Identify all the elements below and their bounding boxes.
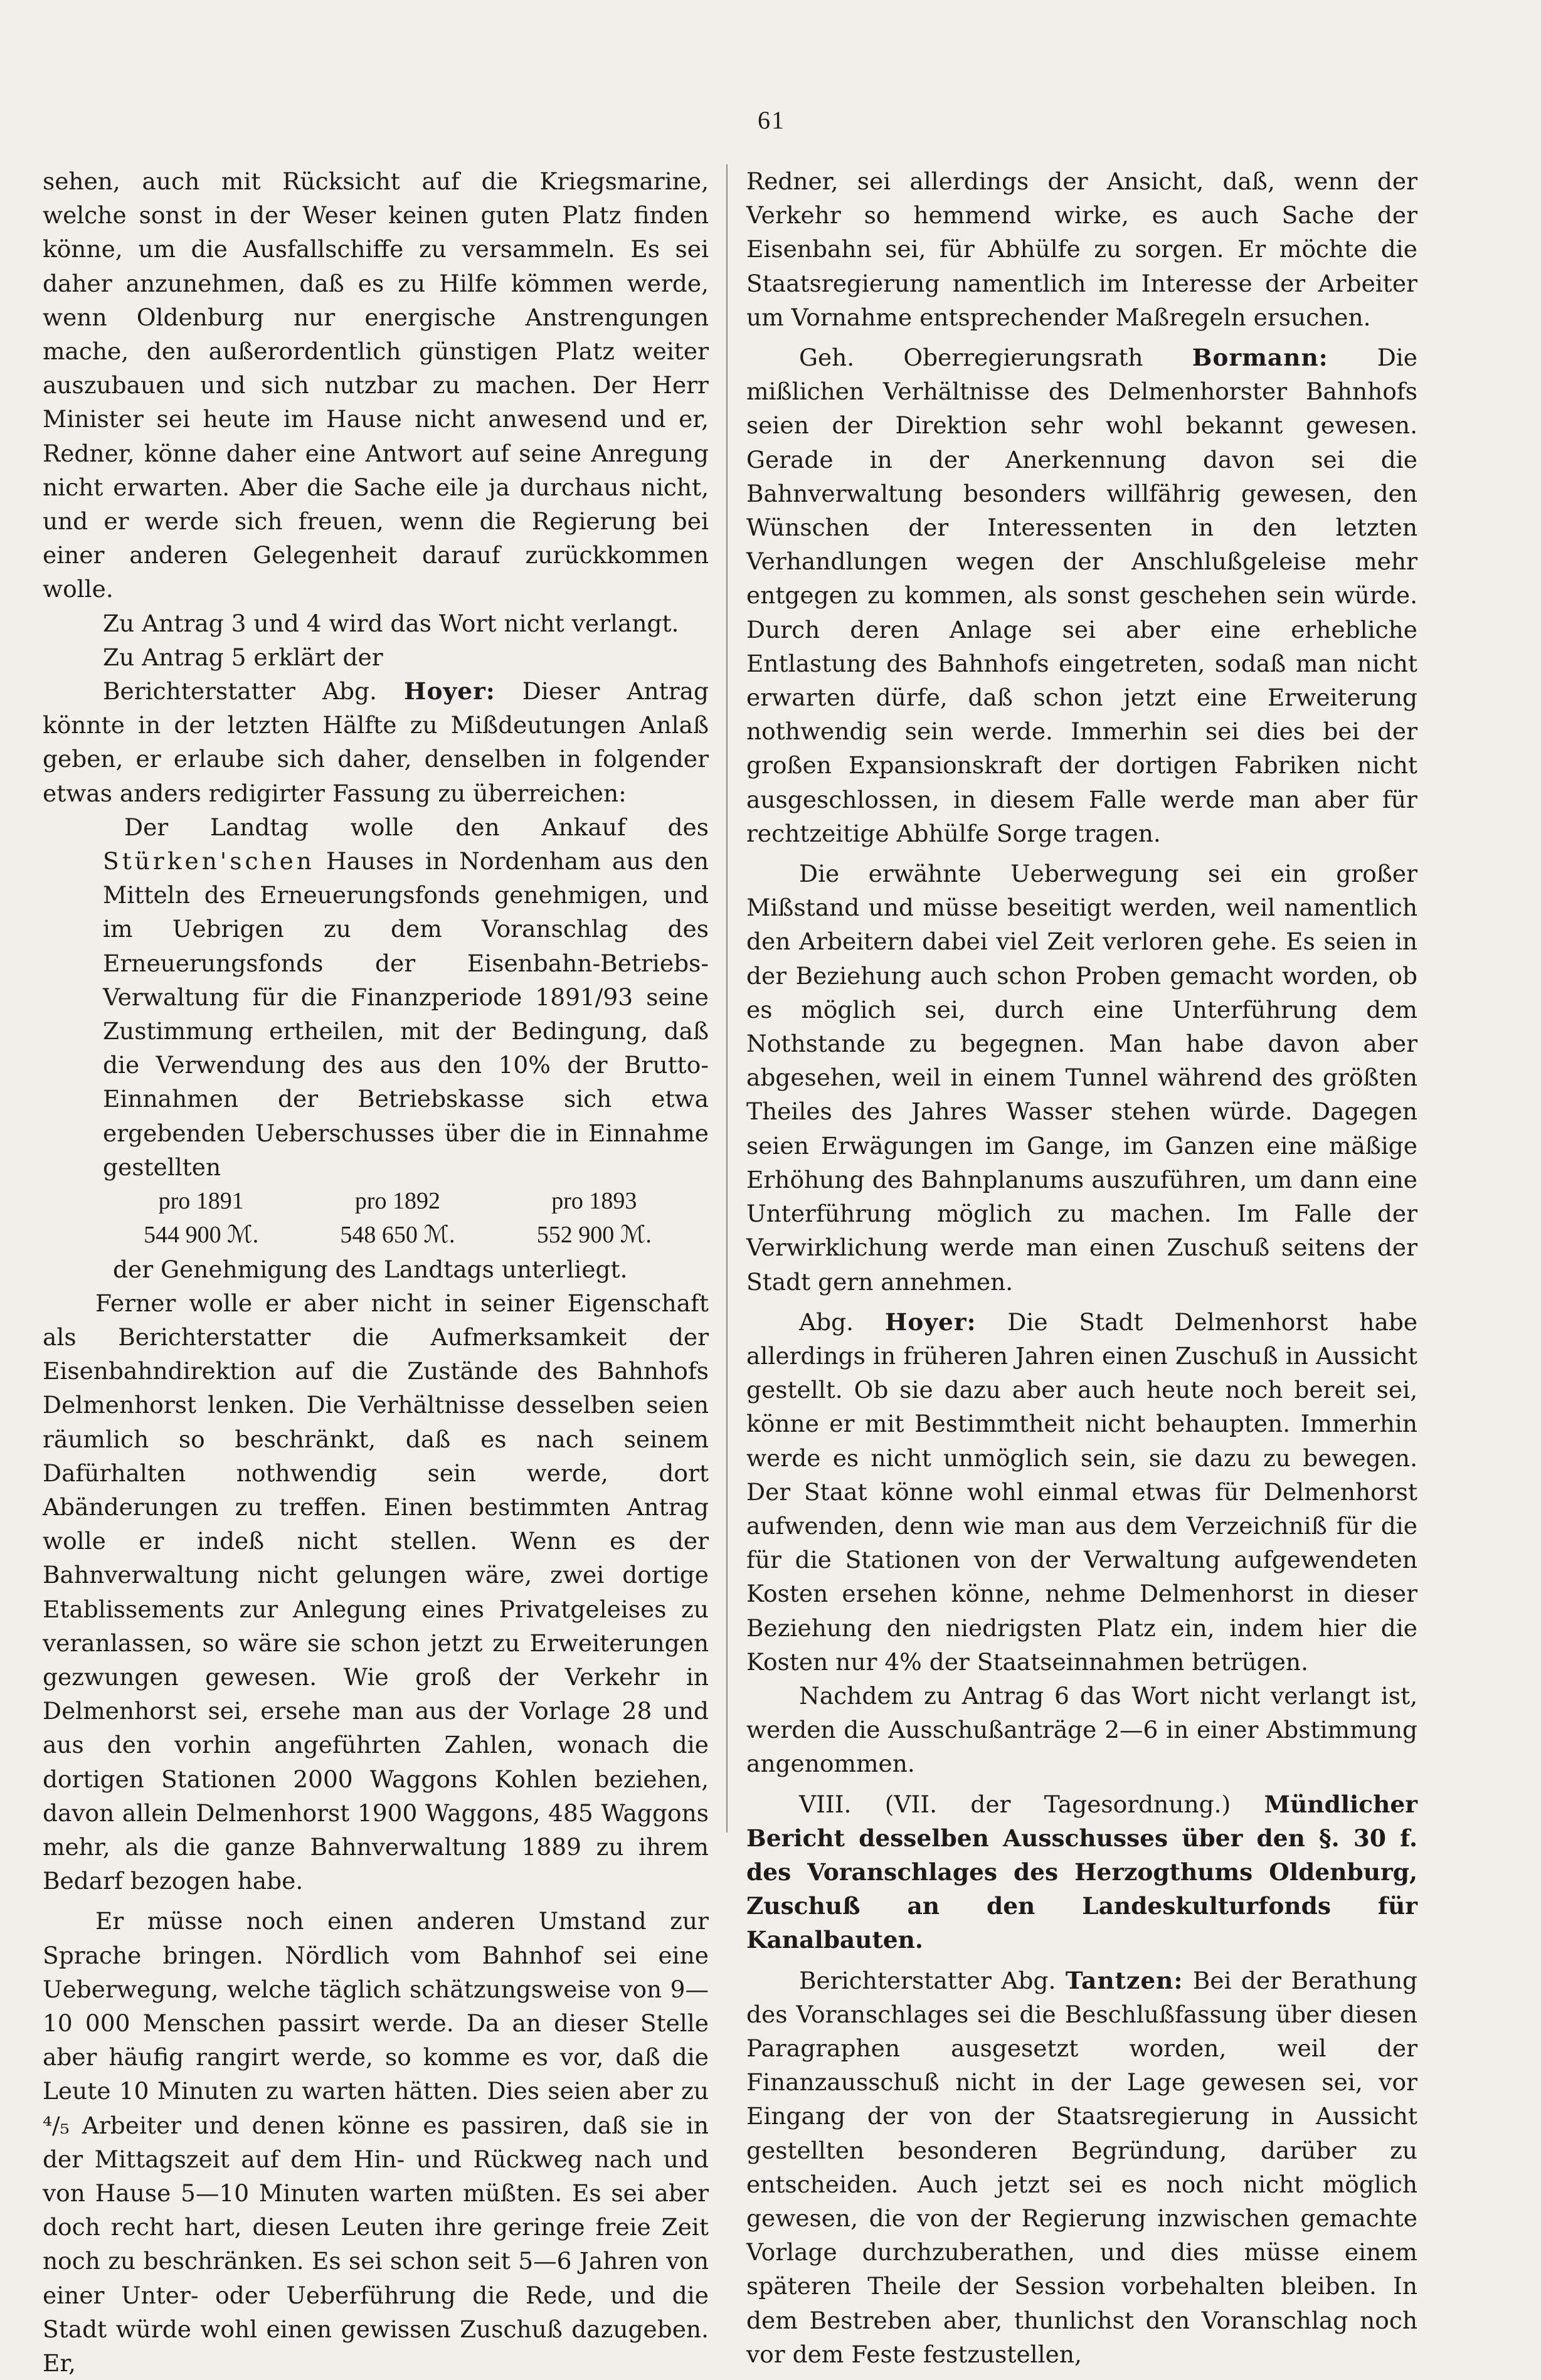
paragraph: Die erwähnte Ueberwegung sei ein großer Mißstand und müsse beseitigt werden, weil namentlich den Arbeitern dabei viel Zeit verloren gehe. Es seien in der Beziehung auch schon Proben gemacht worden, ob es möglich sei, durch eine Unterführung dem Nothstande zu begegnen. Man habe davon aber abgesehen, weil in einem Tunnel während des größten Theiles des Jahres Wasser stehen würde. Dagegen seien Erwägungen im Gange, im Ganzen eine mäßige Erhöhung des Bahnplanums auszuführen, um dann eine Unterführung möglich zu machen. Im Falle der Verwirklichung werde man einen Zuschuß seitens der Stadt gern annehmen.	[746, 860, 1417, 1296]
paragraph: Zu Antrag 5 erklärt der	[103, 643, 383, 671]
quoted-motion	[103, 810, 709, 1184]
amount-cell: 544 900 ℳ.	[144, 1222, 259, 1249]
amount-cell: 548 650 ℳ.	[340, 1222, 455, 1249]
paragraph: Er müsse noch einen anderen Umstand zur Sprache bringen. Nördlich vom Bahnhof sei eine Ueberwegung, welche täglich schätzungsweise von 9—10 000 Menschen passirt werde. Da an dieser Stelle aber häufig rangirt werde, so komme es vor, daß die Leute 10 Minuten zu warten hätten. Dies seien aber zu ⁴/₅ Arbeiter und denen könne es passiren, daß sie in der Mittagszeit auf dem Hin- und Rückweg nach und von Hause 5—10 Minuten warten müßten. Es sei aber doch recht hart, diesen Leuten ihre geringe freie Zeit noch zu beschränken. Es sei schon seit 5—6 Jahren von einer Unter- oder Ueberführung die Rede, und die Stadt würde wohl einen gewissen Zuschuß dazugeben. Er,	[43, 1907, 709, 2377]
year-cell: pro 1893	[551, 1188, 637, 1215]
year-cell: pro 1891	[158, 1188, 244, 1215]
speaker-role: Abg.	[799, 1308, 854, 1336]
quote-text: Hauses in Nordenham aus den Mitteln des Erneuerungsfonds genehmigen, und im Uebrigen zu dem Voranschlag des Erneuerungsfonds der Eisenbahn-Betriebs-Verwaltung für die Finanzperiode 1891/93 seine Zustimmung ertheilen, mit der Bedingung, daß die Verwendung des aus den 10% der Brutto-Einnahmen der Betriebskasse sich etwa ergebenden Ueberschusses über die in Einnahme gestellten	[103, 847, 709, 1181]
speech-text: Dieser Antrag könnte in der letzten Hälfte zu Mißdeutungen Anlaß geben, er erlaube sich daher, denselben in folgender etwas anders redigirter Fassung zu überreichen:	[43, 677, 709, 807]
speaker-name: Hoyer:	[884, 1308, 977, 1336]
speaker-role: Berichterstatter Abg.	[103, 677, 377, 706]
speaker-name: Hoyer:	[404, 677, 495, 706]
column-divider	[726, 164, 728, 1833]
speaker-paragraph	[746, 1964, 1417, 2371]
speaker-name: Bormann:	[1192, 344, 1328, 372]
year-cell: pro 1892	[354, 1188, 441, 1215]
quote-closing: der Genehmigung des Landtags unterliegt.	[113, 1255, 628, 1283]
speech-text: Die mißlichen Verhältnisse des Delmenhorster Bahnhofs seien der Direktion sehr wohl bekannt gewesen. Gerade in der Anerkennung davon sei die Bahnverwaltung besonders willfährig gewesen, den Wünschen der Interessenten in den letzten Verhandlungen wegen der Anschlußgeleise mehr entgegen zu kommen, als sonst geschehen sein würde. Durch deren Anlage sei aber eine erhebliche Entlastung des Bahnhofs eingetreten, sodaß man nicht erwarten dürfe, daß schon jetzt eine Erweiterung nothwendig sein werde. Immerhin sei dies bei der großen Expansionskraft der dortigen Fabriken nicht ausgeschlossen, in diesem Falle werde man aber für rechtzeitige Abhülfe Sorge tragen.	[746, 344, 1417, 847]
speaker-paragraph	[43, 674, 709, 810]
page-number: 61	[758, 106, 785, 134]
paragraph: Ferner wolle er aber nicht in seiner Eigenschaft als Berichterstatter die Aufmerksamkeit der Eisenbahndirektion auf die Zustände des Bahnhofs Delmenhorst lenken. Die Verhältnisse desselben seien räumlich so beschränkt, daß es nach seinem Dafürhalten nothwendig sein werde, dort Abänderungen zu treffen. Einen bestimmten Antrag wolle er indeß nicht stellen. Wenn es der Bahnverwaltung nicht gelungen wäre, zwei dortige Etablissements zur Anlegung eines Privatgeleises zu veranlassen, so wäre sie schon jetzt zu Erweiterungen gezwungen gewesen. Wie groß der Verkehr in Delmenhorst sei, ersehe man aus der Vorlage 28 und aus den vorhin angeführten Zahlen, wonach die dortigen Stationen 2000 Waggons Kohlen beziehen, davon allein Delmenhorst 1900 Waggons, 485 Waggons mehr, als die ganze Bahnverwaltung 1889 zu ihrem Bedarf bezogen habe.	[43, 1289, 709, 1895]
left-column	[43, 164, 709, 2380]
speaker-name: Tantzen:	[1065, 1966, 1184, 1994]
amounts-table	[103, 1184, 692, 1252]
amounts-years-row	[103, 1184, 692, 1218]
speaker-paragraph	[746, 341, 1417, 850]
amounts-values-row	[103, 1218, 692, 1252]
paragraph: Nachdem zu Antrag 6 das Wort nicht verlangt ist, werden die Ausschußanträge 2—6 in einer Abstimmung angenommen.	[746, 1681, 1417, 1778]
agenda-number: VIII. (VII. der Tagesordnung.)	[799, 1790, 1231, 1818]
paragraph: Redner, sei allerdings der Ansicht, daß, wenn der Verkehr so hemmend wirke, es auch Sache der Eisenbahn sei, für Abhülfe zu sorgen. Er möchte die Staatsregierung namentlich im Interesse der Arbeiter um Vornahme entsprechender Maßregeln ersuchen.	[746, 167, 1417, 331]
speech-text: Bei der Berathung des Voranschlages sei die Beschlußfassung über diesen Paragraphen ausgesetzt worden, weil der Finanzausschuß nicht in der Lage gewesen sei, vor Eingang der von der Staatsregierung in Aussicht gestellten besonderen Begründung, darüber zu entscheiden. Auch jetzt sei es noch nicht möglich gewesen, die von der Regierung inzwischen gemachte Vorlage durchzuberathen, und dies müsse einem späteren Theile der Session vorbehalten bleiben. In dem Bestreben aber, thunlichst den Voranschlag noch vor dem Feste festzustellen,	[746, 1966, 1418, 2368]
amount-cell: 552 900 ℳ.	[536, 1222, 652, 1249]
agenda-title: Mündlicher Bericht desselben Ausschusses über den §. 30 f. des Voranschlages des Herzogthums Oldenburg, Zuschuß an den Landeskulturfonds für Kanalbauten.	[746, 1790, 1417, 1954]
right-column	[746, 164, 1417, 2371]
paragraph: Zu Antrag 3 und 4 wird das Wort nicht verlangt.	[103, 609, 679, 637]
quote-text: Der Landtag wolle den Ankauf des	[124, 813, 709, 841]
speaker-paragraph	[746, 1305, 1417, 1679]
paragraph: sehen, auch mit Rücksicht auf die Kriegsmarine, welche sonst in der Weser keinen guten Platz finden könne, um die Ausfallschiffe zu versammeln. Es sei daher anzunehmen, daß es zu Hilfe kömmen werde, wenn Oldenburg nur energische Anstrengungen mache, den außerordentlich günstigen Platz weiter auszubauen und sich nutzbar zu machen. Der Herr Minister sei heute im Hause nicht anwesend und er, Redner, könne daher eine Antwort auf seine Anregung nicht erwarten. Aber die Sache eile ja durchaus nicht, und er werde sich freuen, wenn die Regierung bei einer anderen Gelegenheit darauf zurückkommen wolle.	[43, 167, 709, 603]
quote-name: Stürken'schen	[103, 847, 315, 875]
agenda-heading	[746, 1787, 1417, 1957]
speech-text: Die Stadt Delmenhorst habe allerdings in früheren Jahren einen Zuschuß in Aussicht gestellt. Ob sie dazu aber auch heute noch bereit sei, könne er mit Bestimmtheit nicht behaupten. Immerhin werde es nicht unmöglich sein, sie dazu zu bewegen. Der Staat könne wohl einmal etwas für Delmenhorst aufwenden, denn wie man aus dem Verzeichniß für die für die Stationen von der Verwaltung aufgewendeten Kosten ersehen könne, nehme Delmenhorst in dieser Beziehung den niedrigsten Platz ein, indem hier die Kosten nur 4% der Staatseinnahmen betrügen.	[746, 1308, 1418, 1676]
speaker-role: Geh. Oberregierungsrath	[799, 344, 1143, 372]
speaker-role: Berichterstatter Abg.	[799, 1966, 1056, 1994]
